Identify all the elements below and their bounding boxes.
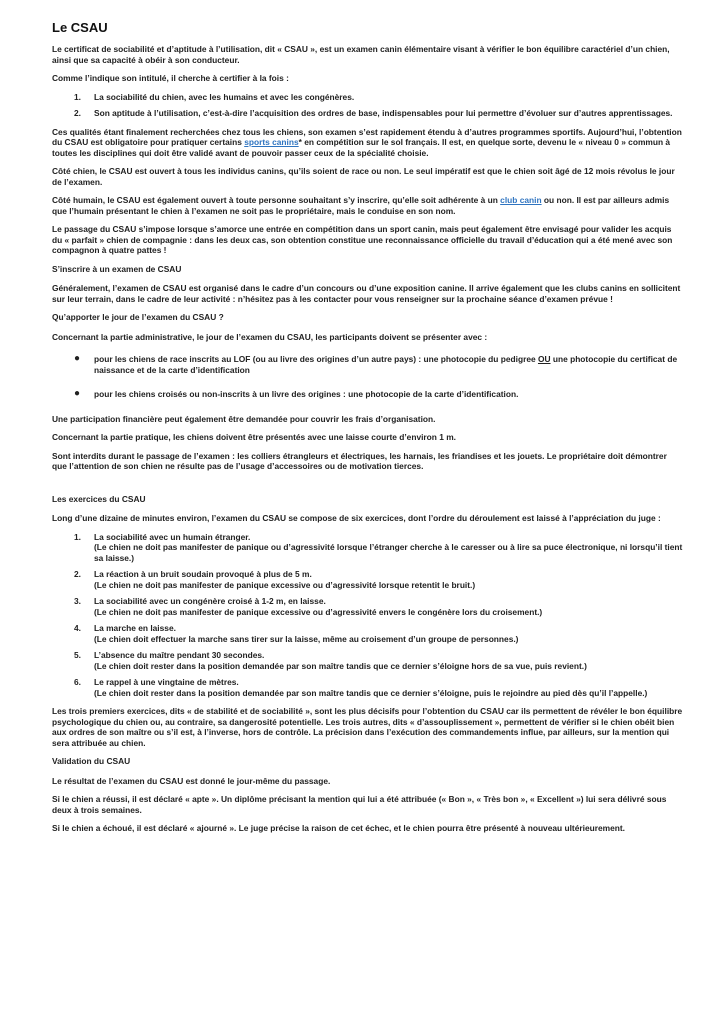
bullet-icon: ● bbox=[74, 353, 81, 364]
text-segment: ou non. Il est par ailleurs admis que l’humain présentant le chien à l’examen ne soit pas le propriétaire, mais le conduise en son nom. bbox=[52, 195, 670, 216]
apporter-paragraph-3: Concernant la partie pratique, les chiens doivent être présentés avec une laisse courte d’environ 1 m. bbox=[52, 432, 456, 442]
list-number: 1. bbox=[74, 91, 81, 102]
underlined-text: OU bbox=[537, 354, 551, 364]
section-heading-apporter: Qu’apporter le jour de l’examen du CSAU ? bbox=[52, 312, 224, 322]
list-item bbox=[52, 677, 684, 698]
list-number: 2. bbox=[74, 569, 81, 579]
list-number: 6. bbox=[74, 677, 81, 687]
list-item bbox=[52, 596, 684, 617]
exercise-title: La sociabilité avec un congénère croisé à 1-2 m, en laisse. bbox=[94, 596, 326, 606]
intro-list bbox=[52, 92, 684, 119]
intro-paragraph-4: Côté chien, le CSAU est ouvert à tous les individus canins, qu’ils soient de race ou non. Le seul impératif est que le chien soit âgé de 12 mois révolus le jour de l’examen. bbox=[52, 166, 675, 187]
text-segment: pour les chiens de race inscrits au LOF (ou au livre des origines d’un autre pays) : une photocopie du pedigree bbox=[94, 354, 538, 364]
list-number: 5. bbox=[74, 650, 81, 660]
section-heading-validation: Validation du CSAU bbox=[52, 756, 131, 766]
exercices-list bbox=[52, 532, 684, 699]
apporter-bullet-list bbox=[52, 354, 684, 400]
bullet-item bbox=[52, 389, 684, 400]
document-page bbox=[52, 20, 684, 842]
list-item bbox=[52, 569, 684, 590]
list-item bbox=[52, 623, 684, 644]
list-item bbox=[52, 650, 684, 671]
section-heading-exercices: Les exercices du CSAU bbox=[52, 493, 146, 504]
exercices-paragraph-1: Long d’une dizaine de minutes environ, l’examen du CSAU se compose de six exercices, dont l’ordre du déroulement est laissé à l’appréciation du juge : bbox=[52, 513, 661, 523]
club-canin-link[interactable]: club canin bbox=[500, 195, 542, 205]
text-segment: pour les chiens croisés ou non-inscrits à un livre des origines : une photocopie de la carte d’identification. bbox=[94, 389, 519, 399]
list-number: 2. bbox=[74, 108, 81, 118]
exercise-detail: (Le chien doit rester dans la position demandée par son maître tandis que ce dernier s’éloigne, puis le rejoindre au pied dès qu’il l’appelle.) bbox=[94, 687, 648, 698]
list-text: La sociabilité du chien, avec les humains et avec les congénères. bbox=[94, 91, 355, 102]
apporter-paragraph-2: Une participation financière peut également être demandée pour couvrir les frais d’organisation. bbox=[52, 413, 436, 424]
apporter-paragraph-4: Sont interdits durant le passage de l’examen : les colliers étrangleurs et électriques, les harnais, les friandises et les jouets. Le propriétaire doit démontrer que l’attention de son chien ne résulte pas de l’usage d’accessoires ou de motivation tierces. bbox=[52, 450, 667, 471]
intro-paragraph-2: Comme l’indique son intitulé, il cherche à certifier à la fois : bbox=[52, 73, 289, 83]
exercise-detail: (Le chien ne doit pas manifester de panique ou d’agressivité lorsque l’étranger cherche à le caresser ou à lire sa puce électronique, ni lorsqu’il tient sa laisse.) bbox=[94, 542, 683, 563]
inscription-paragraph: Généralement, l’examen de CSAU est organisé dans le cadre d’un concours ou d’une exposition canine. Il arrive également que les clubs canins en sollicitent sur leur terrain, dans le cadre de leur activité : n’hésitez pas à les contacter pour vous renseigner sur la prochaine séance d’examen prévue ! bbox=[52, 283, 681, 304]
intro-paragraph-6: Le passage du CSAU s’impose lorsque s’amorce une entrée en compétition dans un sport canin, mais peut également être envisagé pour valider les acquis du « parfait » chien de compagnie : dans les deux cas, son obtention constitue une reconnaissance officielle du travail d’éducation qui a été mené avec son compagnon à quatre pattes ! bbox=[52, 224, 673, 255]
text-segment: * en compétition sur le sol français. Il est, en quelque sorte, devenu le « niveau 0 » commun à toutes les disciplines qui doit être validé avant de pouvoir passer ceux de la spécialité choisie. bbox=[52, 137, 671, 158]
spacer bbox=[52, 480, 684, 494]
bullet-icon: ● bbox=[74, 388, 81, 399]
exercise-detail: (Le chien ne doit pas manifester de panique excessive ou d’agressivité lorsque retentit le bruit.) bbox=[94, 579, 476, 590]
validation-paragraph-1: Le résultat de l’examen du CSAU est donné le jour-même du passage. bbox=[52, 775, 331, 786]
intro-paragraph-3 bbox=[52, 127, 684, 159]
validation-paragraph-3: Si le chien a échoué, il est déclaré « ajourné ». Le juge précise la raison de cet échec, et le chien pourra être présenté à nouveau ultérieurement. bbox=[52, 823, 625, 833]
list-number: 1. bbox=[74, 531, 81, 542]
list-number: 3. bbox=[74, 596, 81, 606]
text-segment: Côté humain, le CSAU est également ouvert à toute personne souhaitant s’y inscrire, qu’elle soit adhérente à un bbox=[52, 195, 501, 205]
section-heading-inscription: S’inscrire à un examen de CSAU bbox=[52, 263, 182, 274]
intro-paragraph-5 bbox=[52, 195, 684, 216]
exercise-title: La réaction à un bruit soudain provoqué à plus de 5 m. bbox=[94, 569, 312, 579]
exercise-detail: (Le chien doit effectuer la marche sans tirer sur la laisse, même au croisement d’un groupe de personnes.) bbox=[94, 633, 519, 644]
list-item bbox=[52, 108, 684, 119]
validation-paragraph-2: Si le chien a réussi, il est déclaré « apte ». Un diplôme précisant la mention qui lui a été attribuée (« Bon », « Très bon », « Excellent ») lui sera délivré sous deux à trois semaines. bbox=[52, 794, 667, 815]
page-title: Le CSAU bbox=[52, 20, 108, 35]
intro-paragraph-1: Le certificat de sociabilité et d’aptitude à l’utilisation, dit « CSAU », est un examen canin élémentaire visant à vérifier le bon équilibre caractériel d’un chien, ainsi que sa capacité à obéir à son conducteur. bbox=[52, 44, 670, 65]
sports-canins-link[interactable]: sports canins bbox=[244, 137, 299, 147]
apporter-paragraph-1: Concernant la partie administrative, le jour de l’examen du CSAU, les participants doivent se présenter avec : bbox=[52, 331, 488, 342]
exercise-detail: (Le chien ne doit pas manifester de panique excessive ou d’agressivité envers le congénère lors du croisement.) bbox=[94, 606, 543, 617]
list-text: Son aptitude à l’utilisation, c’est-à-dire l’acquisition des ordres de base, indispensables pour lui permettre d’évoluer sur d’autres apprentissages. bbox=[94, 108, 673, 118]
bullet-item bbox=[52, 354, 684, 375]
list-item bbox=[52, 532, 684, 564]
list-number: 4. bbox=[74, 623, 81, 633]
text-segment: une photocopie du certificat de naissance et de la carte d’identification bbox=[94, 354, 678, 375]
exercise-title: L’absence du maître pendant 30 secondes. bbox=[94, 650, 265, 660]
list-item bbox=[52, 92, 684, 103]
exercise-detail: (Le chien doit rester dans la position demandée par son maître tandis que ce dernier s’éloigne hors de sa vue, puis revient.) bbox=[94, 660, 587, 671]
exercise-title: Le rappel à une vingtaine de mètres. bbox=[94, 677, 239, 687]
exercices-paragraph-2: Les trois premiers exercices, dits « de stabilité et de sociabilité », sont les plus décisifs pour l’obtention du CSAU car ils permettent de révéler le bon équilibre psychologique du chien ou, au contraire, sa dangerosité potentielle. Les trois autres, dits « d’assouplissement », permettent de vérifier si le chien obéit bien aux ordres de son maître ou s’il est, à l’inverse, hors de contrôle. La précision dans l’exécution des commandements influe, par ailleurs, sur la mention qui sera attribuée au chien. bbox=[52, 706, 683, 748]
exercise-title: La sociabilité avec un humain étranger. bbox=[94, 531, 251, 542]
exercise-title: La marche en laisse. bbox=[94, 623, 176, 633]
text-segment: Ces qualités étant finalement recherchées chez tous les chiens, son examen s’est rapidement étendu à d’autres programmes sportifs. Aujourd’hui, l’obtention du CSAU est obligatoire pour pratiquer certains bbox=[52, 126, 682, 147]
